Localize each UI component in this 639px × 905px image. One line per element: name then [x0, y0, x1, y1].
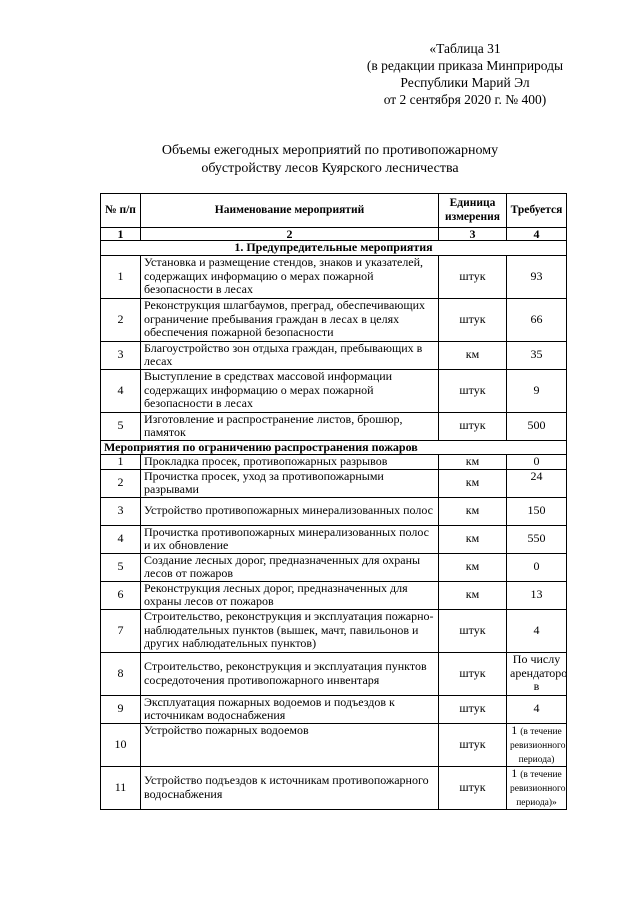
table-row — [101, 298, 567, 341]
table-row — [101, 412, 567, 440]
header-name: Наименование мероприятий — [141, 194, 439, 228]
document-title — [120, 142, 540, 178]
table-row — [101, 497, 567, 525]
row-number: 3 — [101, 341, 141, 369]
header-required: Требуется — [507, 194, 567, 228]
row-number: 11 — [101, 766, 141, 809]
row-value: 150 — [507, 497, 567, 525]
row-number: 8 — [101, 652, 141, 695]
row-number: 3 — [101, 497, 141, 525]
table-row — [101, 723, 567, 766]
measures-table — [100, 193, 567, 810]
column-number: 2 — [141, 228, 439, 241]
row-value-cell — [507, 766, 567, 809]
row-name: Устройство подъездов к источникам противопожарного водоснабжения — [141, 766, 439, 809]
row-unit: км — [439, 469, 507, 497]
row-unit: км — [439, 341, 507, 369]
row-name: Устройство противопожарных минерализованных полос — [141, 497, 439, 525]
row-value: По числу арендаторо в — [507, 652, 567, 695]
table-row — [101, 652, 567, 695]
row-unit: км — [439, 581, 507, 609]
row-value: 4 — [507, 695, 567, 723]
row-name: Прокладка просек, противопожарных разрывов — [141, 455, 439, 470]
table-row — [101, 255, 567, 298]
row-name: Изготовление и распространение листов, брошюр, памяток — [141, 412, 439, 440]
row-unit: штук — [439, 766, 507, 809]
table-header-row — [101, 194, 567, 228]
table-row — [101, 553, 567, 581]
row-value-note: (в течение ревизионного периода)» — [510, 769, 566, 808]
column-number: 4 — [507, 228, 567, 241]
row-number: 1 — [101, 455, 141, 470]
section-header-row — [101, 241, 567, 256]
row-unit: штук — [439, 695, 507, 723]
row-name: Выступление в средствах массовой информации содержащих информацию о мерах пожарной безопасности в лесах — [141, 369, 439, 412]
row-number: 2 — [101, 298, 141, 341]
row-name: Реконструкция лесных дорог, предназначенных для охраны лесов от пожаров — [141, 581, 439, 609]
row-number: 2 — [101, 469, 141, 497]
note-line: (в редакции приказа Минприроды — [366, 58, 564, 73]
row-number: 4 — [101, 369, 141, 412]
section-title: Мероприятия по ограничению распространения пожаров — [101, 440, 567, 455]
row-name: Реконструкция шлагбаумов, преград, обеспечивающих ограничение пребывания граждан в лесах в целях обеспечения пожарной безопасности — [141, 298, 439, 341]
column-number: 1 — [101, 228, 141, 241]
row-value: 4 — [507, 609, 567, 652]
row-unit: штук — [439, 369, 507, 412]
section-header-row — [101, 440, 567, 455]
row-value: 1 — [511, 765, 518, 780]
row-value: 550 — [507, 525, 567, 553]
table-row — [101, 695, 567, 723]
row-number: 1 — [101, 255, 141, 298]
row-unit: штук — [439, 255, 507, 298]
header-number: № п/п — [101, 194, 141, 228]
row-value: 24 — [507, 469, 567, 497]
row-name: Создание лесных дорог, предназначенных для охраны лесов от пожаров — [141, 553, 439, 581]
row-value: 1 — [511, 722, 518, 737]
row-number: 6 — [101, 581, 141, 609]
title-line: обустройству лесов Куярского лесничества — [201, 161, 459, 176]
row-number: 10 — [101, 723, 141, 766]
row-value: 66 — [507, 298, 567, 341]
row-value-cell — [507, 723, 567, 766]
row-unit: штук — [439, 412, 507, 440]
table-row — [101, 766, 567, 809]
row-unit: км — [439, 525, 507, 553]
table-reference-note — [300, 40, 630, 108]
table-row — [101, 369, 567, 412]
table-row — [101, 609, 567, 652]
row-name: Установка и размещение стендов, знаков и указателей, содержащих информацию о мерах пожарной безопасности в лесах — [141, 255, 439, 298]
row-number: 9 — [101, 695, 141, 723]
title-line: Объемы ежегодных мероприятий по противопожарному — [161, 143, 499, 158]
row-name: Строительство, реконструкция и эксплуатация пунктов сосредоточения противопожарного инвентаря — [141, 652, 439, 695]
note-line: Республики Марий Эл — [400, 75, 530, 90]
row-unit: штук — [439, 723, 507, 766]
row-unit: штук — [439, 609, 507, 652]
row-unit: км — [439, 497, 507, 525]
note-line: от 2 сентября 2020 г. № 400) — [383, 92, 547, 107]
row-value: 13 — [507, 581, 567, 609]
table-row — [101, 469, 567, 497]
table-row — [101, 455, 567, 470]
table-row — [101, 581, 567, 609]
row-unit: км — [439, 455, 507, 470]
section-title: 1. Предупредительные мероприятия — [101, 241, 567, 256]
row-name: Строительство, реконструкция и эксплуатация пожарно-наблюдательных пунктов (вышек, мачт, павильонов и других наблюдательных пунктов) — [141, 609, 439, 652]
row-value: 35 — [507, 341, 567, 369]
row-unit: штук — [439, 652, 507, 695]
row-value: 9 — [507, 369, 567, 412]
row-unit: км — [439, 553, 507, 581]
row-name: Прочистка просек, уход за противопожарными разрывами — [141, 469, 439, 497]
header-unit: Единица измерения — [439, 194, 507, 228]
column-number-row — [101, 228, 567, 241]
row-unit: штук — [439, 298, 507, 341]
row-value: 0 — [507, 553, 567, 581]
row-value-note: (в течение ревизионного периода) — [510, 726, 566, 765]
row-name: Устройство пожарных водоемов — [141, 723, 439, 766]
column-number: 3 — [439, 228, 507, 241]
table-row — [101, 341, 567, 369]
table-row — [101, 525, 567, 553]
row-value: 500 — [507, 412, 567, 440]
row-name: Эксплуатация пожарных водоемов и подъездов к источникам водоснабжения — [141, 695, 439, 723]
note-line: «Таблица 31 — [429, 41, 501, 56]
row-number: 5 — [101, 412, 141, 440]
row-name: Благоустройство зон отдыха граждан, пребывающих в лесах — [141, 341, 439, 369]
row-number: 5 — [101, 553, 141, 581]
row-number: 7 — [101, 609, 141, 652]
row-name: Прочистка противопожарных минерализованных полос и их обновление — [141, 525, 439, 553]
row-value: 0 — [507, 455, 567, 470]
row-value: 93 — [507, 255, 567, 298]
row-number: 4 — [101, 525, 141, 553]
